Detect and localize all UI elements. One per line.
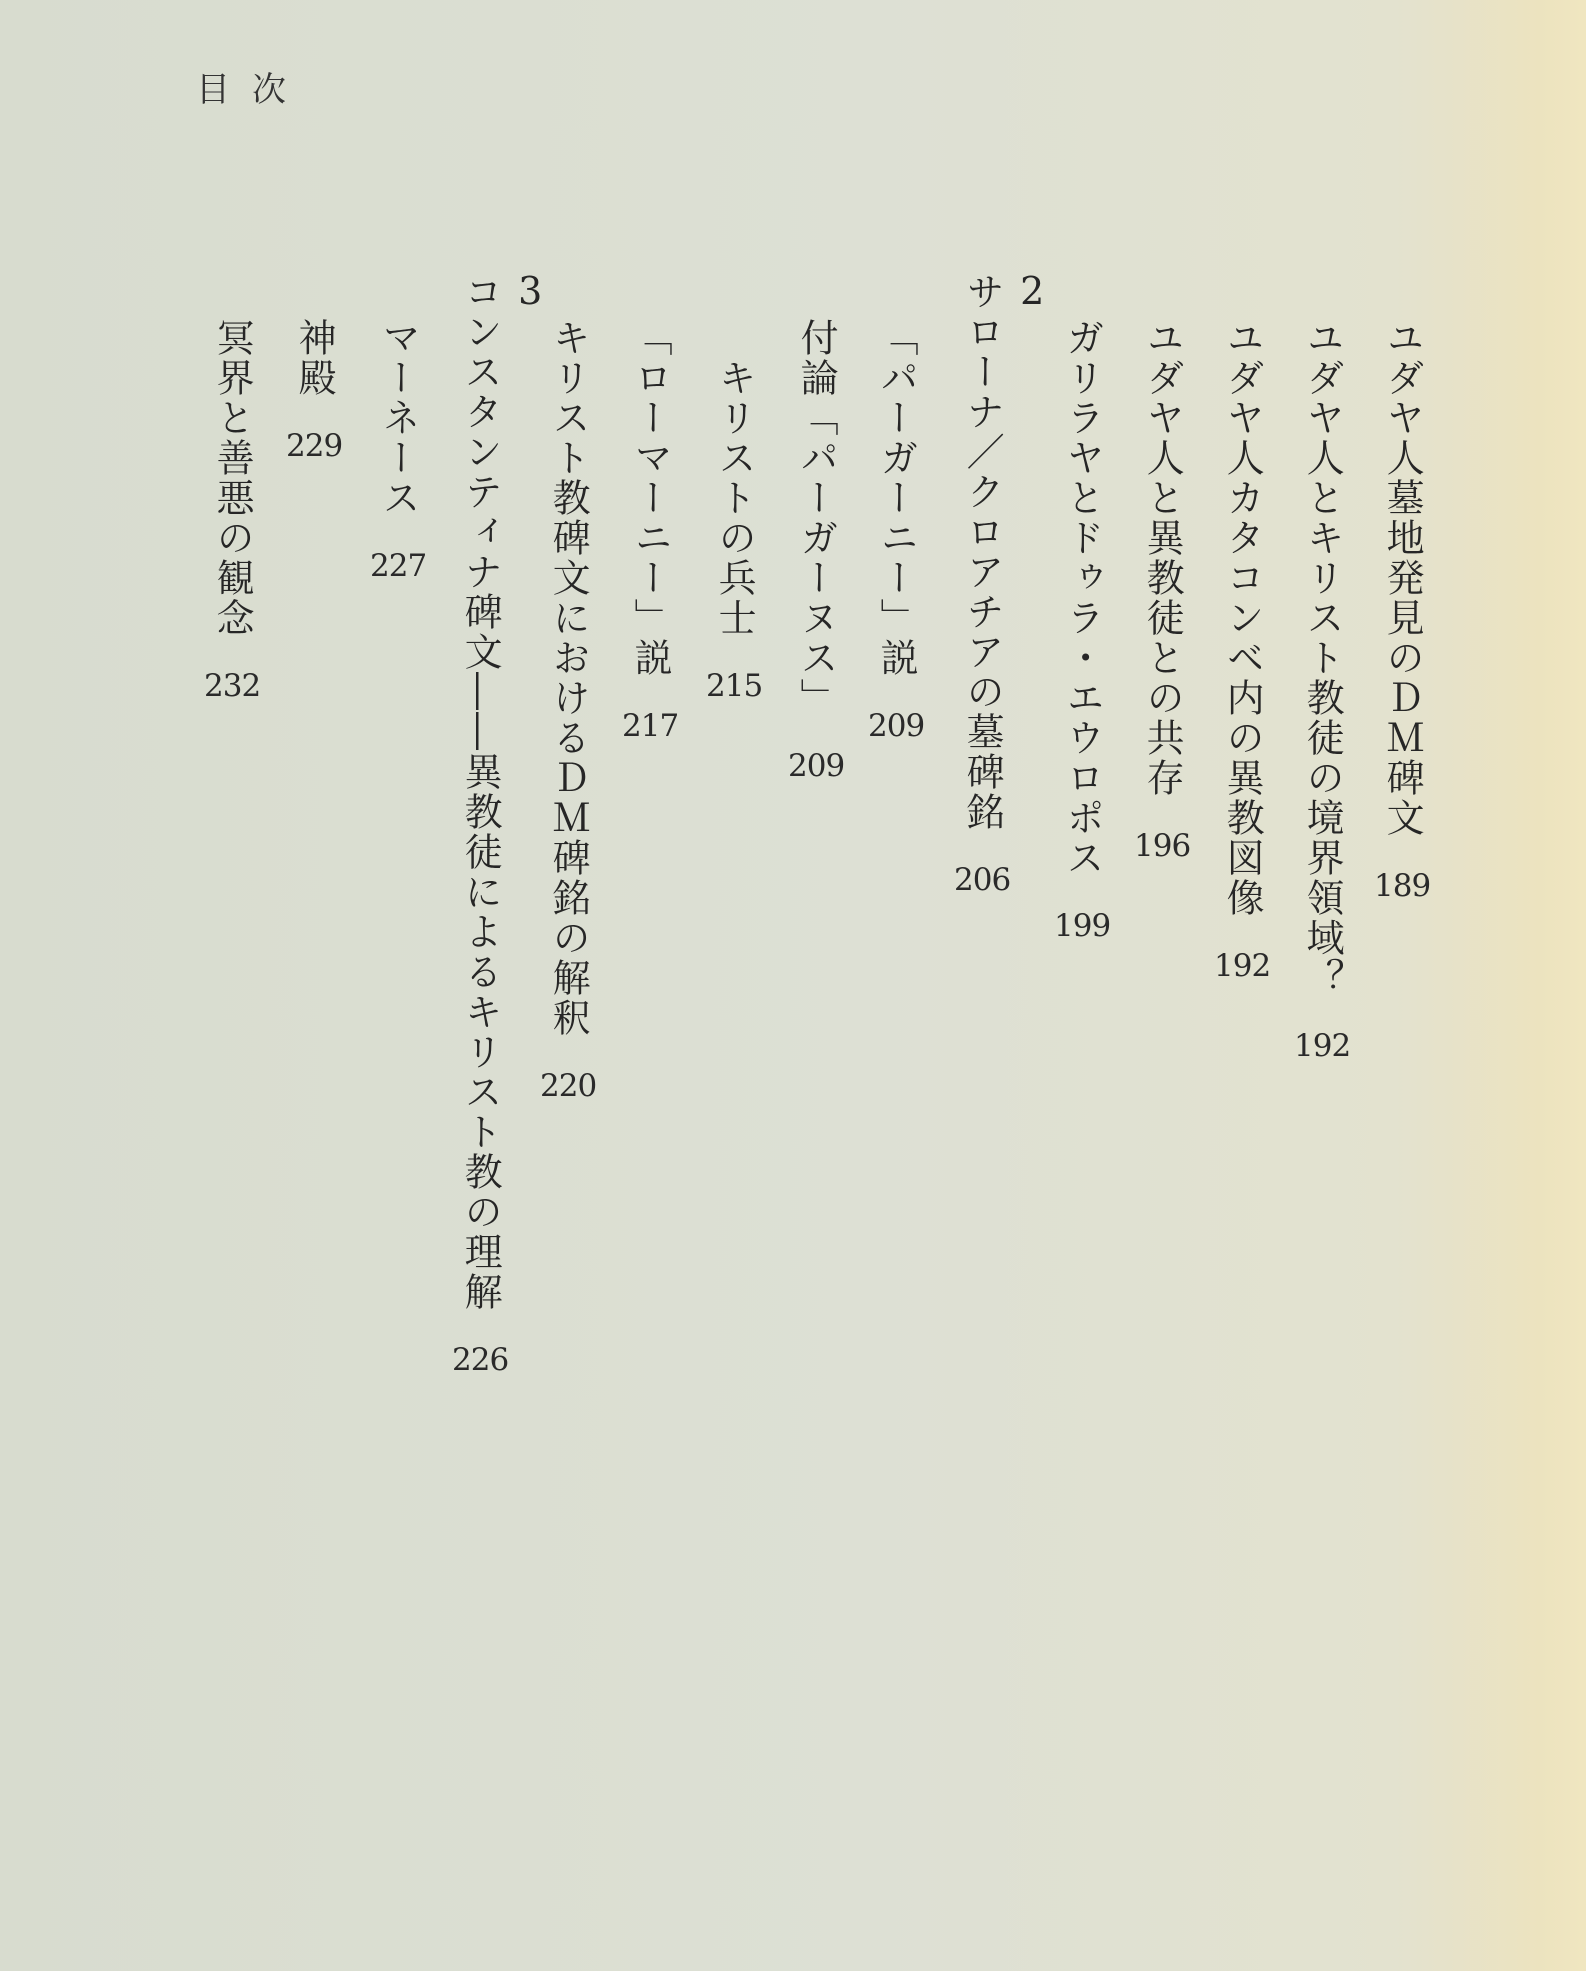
toc-entry-title: ユダヤ人と異教徒との共存 [1140, 318, 1185, 798]
toc-entry-page: 227 [370, 548, 427, 584]
toc-entry-title: 付論「パーガーヌス」 [794, 318, 839, 718]
toc-section-number: 2 [1020, 272, 1045, 310]
toc-entry-page: 232 [204, 668, 261, 704]
toc-entry-title: サローナ／クロアチアの墓碑銘 [960, 272, 1005, 832]
toc-entry [204, 318, 260, 708]
toc-section [452, 272, 552, 1382]
toc-entry-title: キリストの兵士 [712, 358, 757, 638]
toc-entry-title: ユダヤ人カタコンベ内の異教図像 [1220, 318, 1265, 918]
toc-section-number: 3 [518, 272, 543, 310]
toc-entry-page: 209 [868, 708, 925, 744]
toc-entry-title: コンスタンティナ碑文――異教徒によるキリスト教の理解 [458, 272, 503, 1312]
toc-entry [622, 318, 678, 748]
toc-entry-page: 192 [1294, 1028, 1351, 1064]
toc-entry-title: 「ローマーニー」説 [628, 318, 673, 678]
toc-entry-title: 神殿 [292, 318, 337, 398]
toc-entry [706, 358, 762, 708]
toc-section [954, 272, 1054, 902]
toc-entry-page: 206 [954, 862, 1011, 898]
toc-entry [788, 318, 844, 788]
toc-entry [1374, 318, 1430, 908]
toc-entry [370, 318, 426, 588]
toc-entry-page: 220 [540, 1068, 597, 1104]
toc-entry [1214, 318, 1270, 988]
toc-entry-title: ガリラヤとドゥラ・エウロポス [1060, 318, 1105, 878]
toc-entry [286, 318, 342, 468]
toc-entry [868, 318, 924, 748]
toc-entry-page: 189 [1374, 868, 1431, 904]
toc-entry-title: ユダヤ人墓地発見のＤＭ碑文 [1380, 318, 1425, 838]
toc-entry-title: 「パーガーニー」説 [874, 318, 919, 678]
toc-entry-page: 192 [1214, 948, 1271, 984]
toc-entry-page: 215 [706, 668, 763, 704]
toc-entry-title: マーネース [376, 318, 421, 518]
toc-entry-page: 217 [622, 708, 679, 744]
toc-entry-page: 226 [452, 1342, 509, 1378]
toc-entry-page: 229 [286, 428, 343, 464]
toc-entry [1134, 318, 1190, 868]
toc-entry-page: 209 [788, 748, 845, 784]
toc-entry-title: キリスト教碑文におけるＤＭ碑銘の解釈 [546, 318, 591, 1038]
toc-entry-title: ユダヤ人とキリスト教徒の境界領域？ [1300, 318, 1345, 998]
toc-entry-page: 196 [1134, 828, 1191, 864]
toc-entry-page: 199 [1054, 908, 1111, 944]
toc-entry [1054, 318, 1110, 948]
toc-entry [1294, 318, 1350, 1068]
running-header: 目次 [196, 70, 308, 110]
toc-entry-title: 冥界と善悪の観念 [210, 318, 255, 638]
